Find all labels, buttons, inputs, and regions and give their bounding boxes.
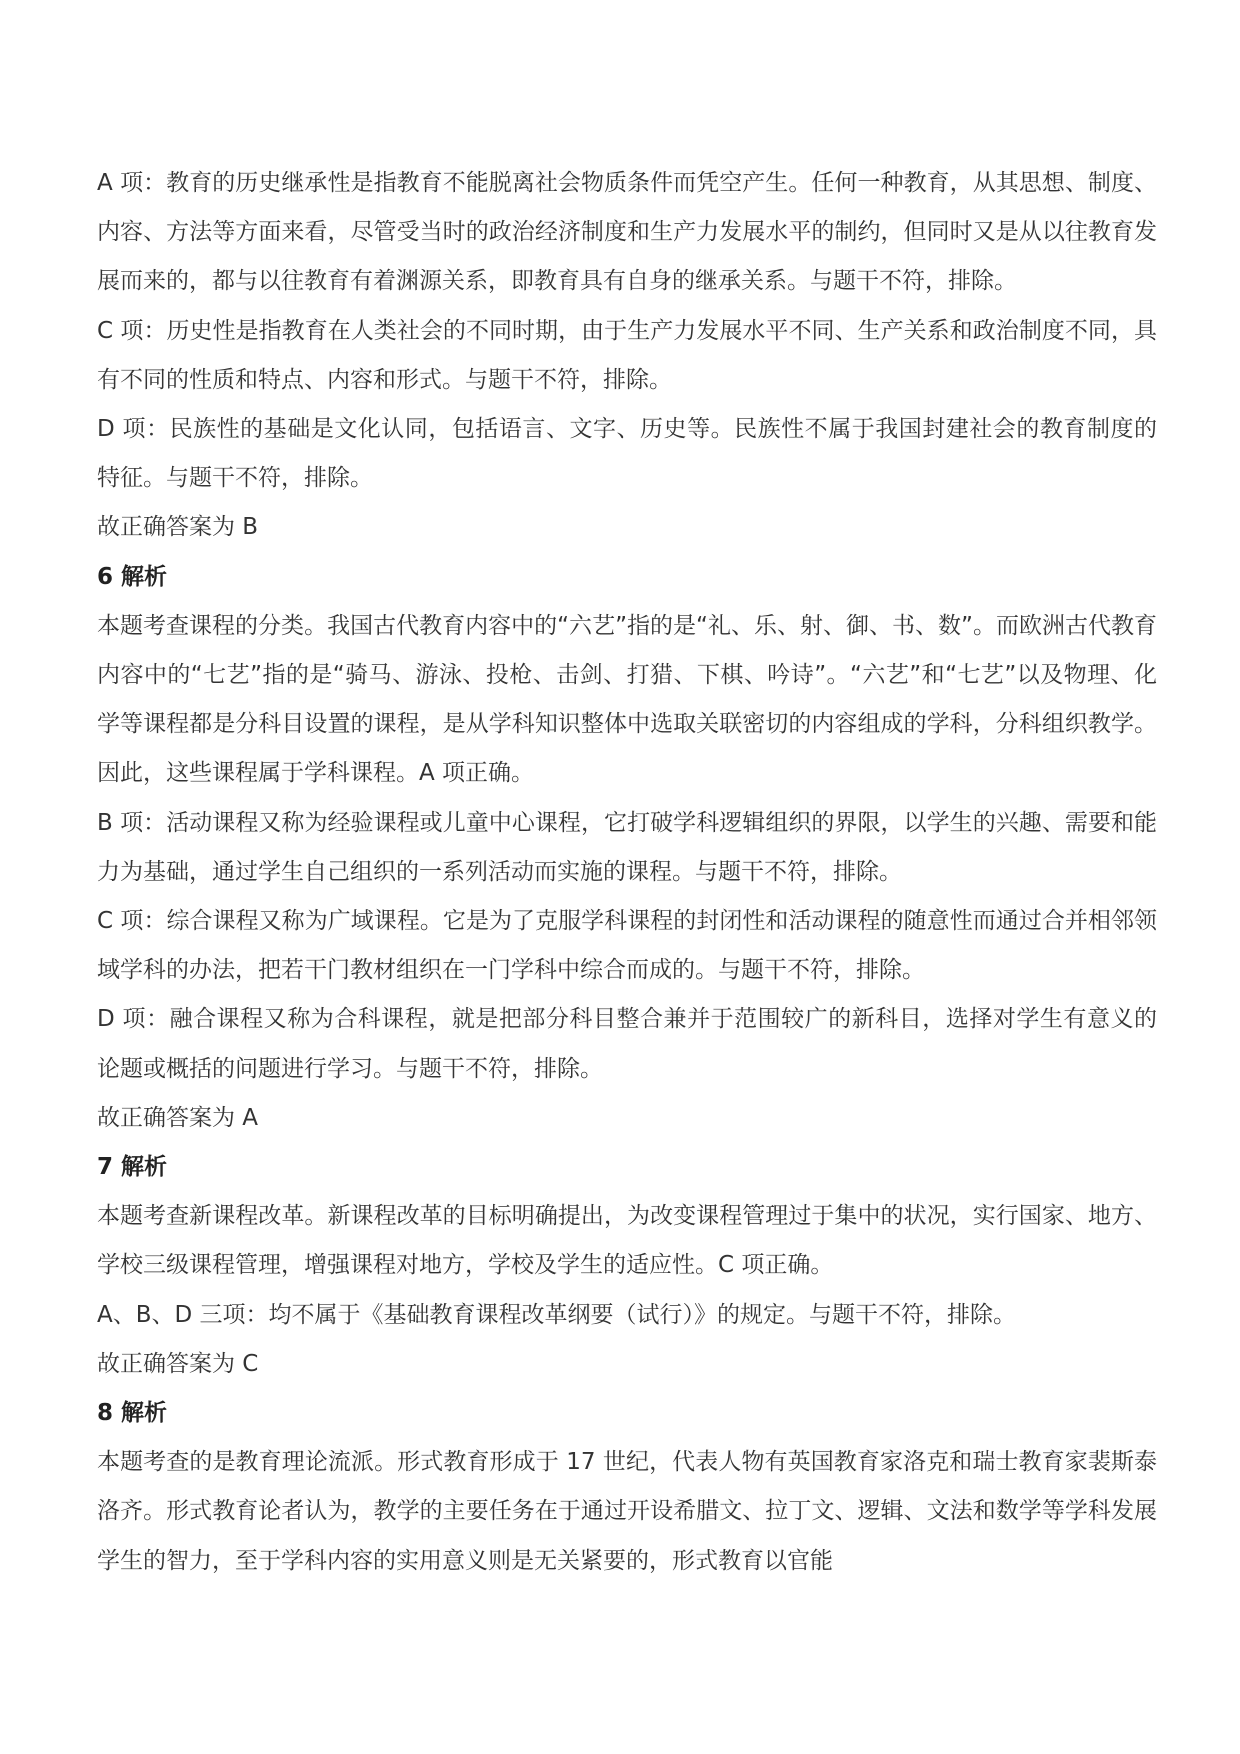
section-heading-8: 8 解析 — [97, 1400, 168, 1427]
paragraph-option-a: A 项：教育的历史继承性是指教育不能脱离社会物质条件而凭空产生。任何一种教育，从其思想、制度、内容、方法等方面来看，尽管受当时的政治经济制度和生产力发展水平的制约，但同时又是从以往教育发展而来的，都与以往教育有着渊源关系，即教育具有自身的继承关系。与题干不符，排除。 — [97, 170, 1157, 295]
paragraph-option-d: D 项：民族性的基础是文化认同，包括语言、文字、历史等。民族性不属于我国封建社会的教育制度的特征。与题干不符，排除。 — [97, 416, 1157, 492]
paragraph-analysis-7: 本题考查新课程改革。新课程改革的目标明确提出，为改变课程管理过于集中的状况，实行国家、地方、学校三级课程管理，增强课程对地方，学校及学生的适应性。C 项正确。 — [97, 1203, 1157, 1279]
answer-line: 故正确答案为 A — [97, 1104, 259, 1131]
answer-line: 故正确答案为 C — [97, 1350, 259, 1377]
section-heading-7: 7 解析 — [97, 1154, 168, 1181]
paragraph-analysis-8: 本题考查的是教育理论流派。形式教育形成于 17 世纪，代表人物有英国教育家洛克和瑞士教育家裴斯泰洛齐。形式教育论者认为，教学的主要任务在于通过开设希腊文、拉丁文、逻辑、文法和数学等学科发展学生的智力，至于学科内容的实用意义则是无关紧要的，形式教育以官能 — [97, 1449, 1157, 1574]
document-body — [97, 159, 1157, 1586]
section-heading-6: 6 解析 — [97, 563, 168, 590]
paragraph-analysis-6: 本题考查课程的分类。我国古代教育内容中的“六艺”指的是“礼、乐、射、御、书、数”。而欧洲古代教育内容中的“七艺”指的是“骑马、游泳、投枪、击剑、打猎、下棋、吟诗”。“六艺”和“七艺”以及物理、化学等课程都是分科目设置的课程，是从学科知识整体中选取关联密切的内容组成的学科，分科组织教学。因此，这些课程属于学科课程。A 项正确。 — [97, 612, 1157, 787]
paragraph-option-b: B 项：活动课程又称为经验课程或儿童中心课程，它打破学科逻辑组织的界限，以学生的兴趣、需要和能力为基础，通过学生自己组织的一系列活动而实施的课程。与题干不符，排除。 — [97, 809, 1157, 885]
answer-line: 故正确答案为 B — [97, 514, 259, 541]
paragraph-option-c: C 项：历史性是指教育在人类社会的不同时期，由于生产力发展水平不同、生产关系和政治制度不同，具有不同的性质和特点、内容和形式。与题干不符，排除。 — [97, 317, 1157, 393]
paragraph-option-c: C 项：综合课程又称为广域课程。它是为了克服学科课程的封闭性和活动课程的随意性而通过合并相邻领域学科的办法，把若干门教材组织在一门学科中综合而成的。与题干不符，排除。 — [97, 908, 1157, 984]
paragraph-options-abd: A、B、D 三项：均不属于《基础教育课程改革纲要（试行）》的规定。与题干不符，排除。 — [97, 1301, 1017, 1328]
paragraph-option-d: D 项：融合课程又称为合科课程，就是把部分科目整合兼并于范围较广的新科目，选择对学生有意义的论题或概括的问题进行学习。与题干不符，排除。 — [97, 1006, 1157, 1082]
